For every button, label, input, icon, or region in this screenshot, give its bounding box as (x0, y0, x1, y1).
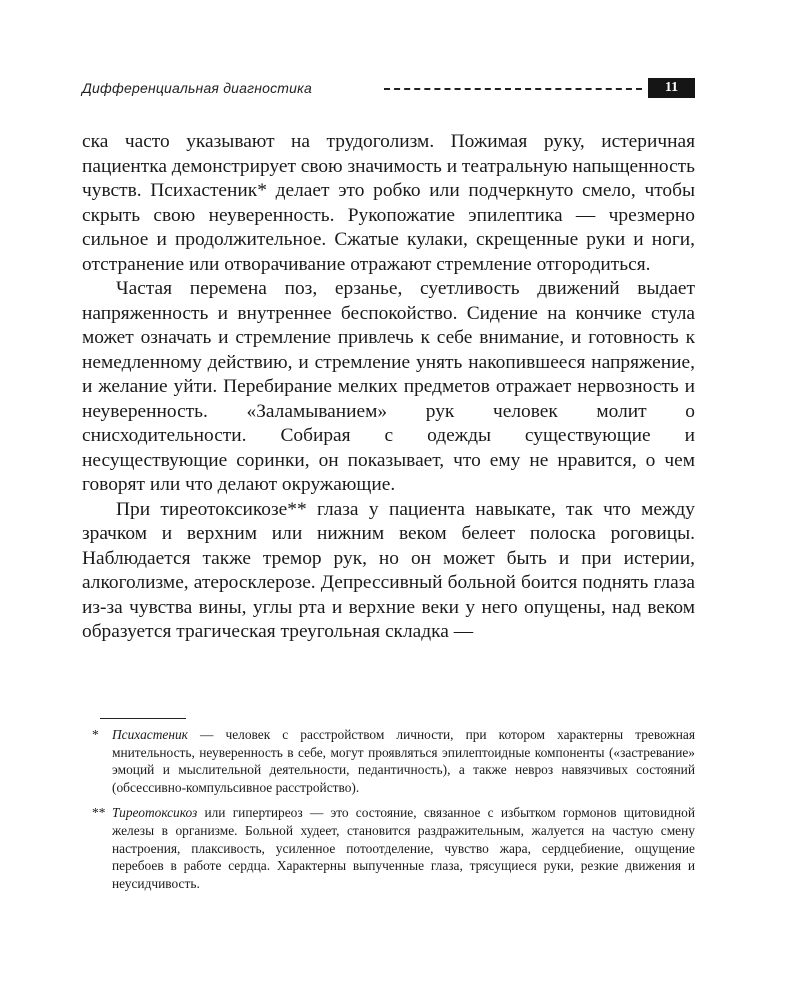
footnote-mark: ** (92, 805, 106, 821)
page-header (82, 78, 695, 100)
page-number: 11 (648, 78, 695, 98)
footnote-mark: * (92, 727, 99, 742)
paragraph: ска часто указывают на трудоголизм. Пожимая руку, истеричная пациентка демонстрирует свою значимость и театральную напыщенность чувств. Психастеник* делает это робко или подчеркнуто смело, чтобы скрыть свою неуверенность. Рукопожатие эпилептика — чрезмерно сильное и продолжительное. Сжатые кулаки, скрещенные руки и ноги, отстранение или отворачивание отражают стремление отгородиться. (82, 131, 695, 275)
footnote-term: Психастеник (112, 727, 188, 742)
footnote-text: или гипертиреоз — это состояние, связанное с избытком гормонов щитовидной железы в организме. Больной худеет, становится раздражительным, жалуется на частую смену настроения, плаксивость, усиленное потоотделение, чувство жара, сердцебиение, ощущение перебоев в работе сердца. Характерны выпученные глаза, трясущиеся руки, резкие движения и неусидчивость. (112, 805, 695, 891)
footnote-thyrotoxicosis (92, 804, 695, 892)
footnotes (92, 726, 695, 900)
header-dashed-rule (384, 88, 642, 90)
paragraph: Частая перемена поз, ерзанье, суетливость движений выдает напряженность и внутреннее беспокойство. Сидение на кончике стула может означать и стремление привлечь к себе внимание, и готовность к немедленному действию, и стремление унять накопившееся напряжение, и желание уйти. Перебирание мелких предметов отражает нервозность и неуверенность. «Заламыванием» рук человек молит о снисходительности. Собирая с одежды существующие и несуществующие соринки, он показывает, что ему не нравится, о чем говорят или что делают окружающие. (82, 278, 695, 495)
paragraph: При тиреотоксикозе** глаза у пациента навыкате, так что между зрачком и верхним или нижним веком белеет полоска роговицы. Наблюдается также тремор рук, но он может быть и при истерии, алкоголизме, атеросклерозе. Депрессивный больной боится поднять глаза из-за чувства вины, углы рта и верхние веки у него опущены, над веком образуется трагическая треугольная складка — (82, 498, 695, 642)
footnote-separator (100, 718, 186, 719)
running-title: Дифференциальная диагностика (82, 80, 312, 96)
footnote-term: Тиреотоксикоз (112, 805, 198, 821)
body-text (82, 130, 695, 645)
footnote-psychasthenic (92, 726, 695, 796)
footnote-text: — человек с расстройством личности, при котором характерны тревожная мнительность, неуверенность в себе, могут проявляться эпилептоидные компоненты («застревание» эмоций и мыслительной деятельности, педантичность), а также невроз навязчивых состояний (обсессивно-компульсивное расстройство). (112, 727, 695, 795)
